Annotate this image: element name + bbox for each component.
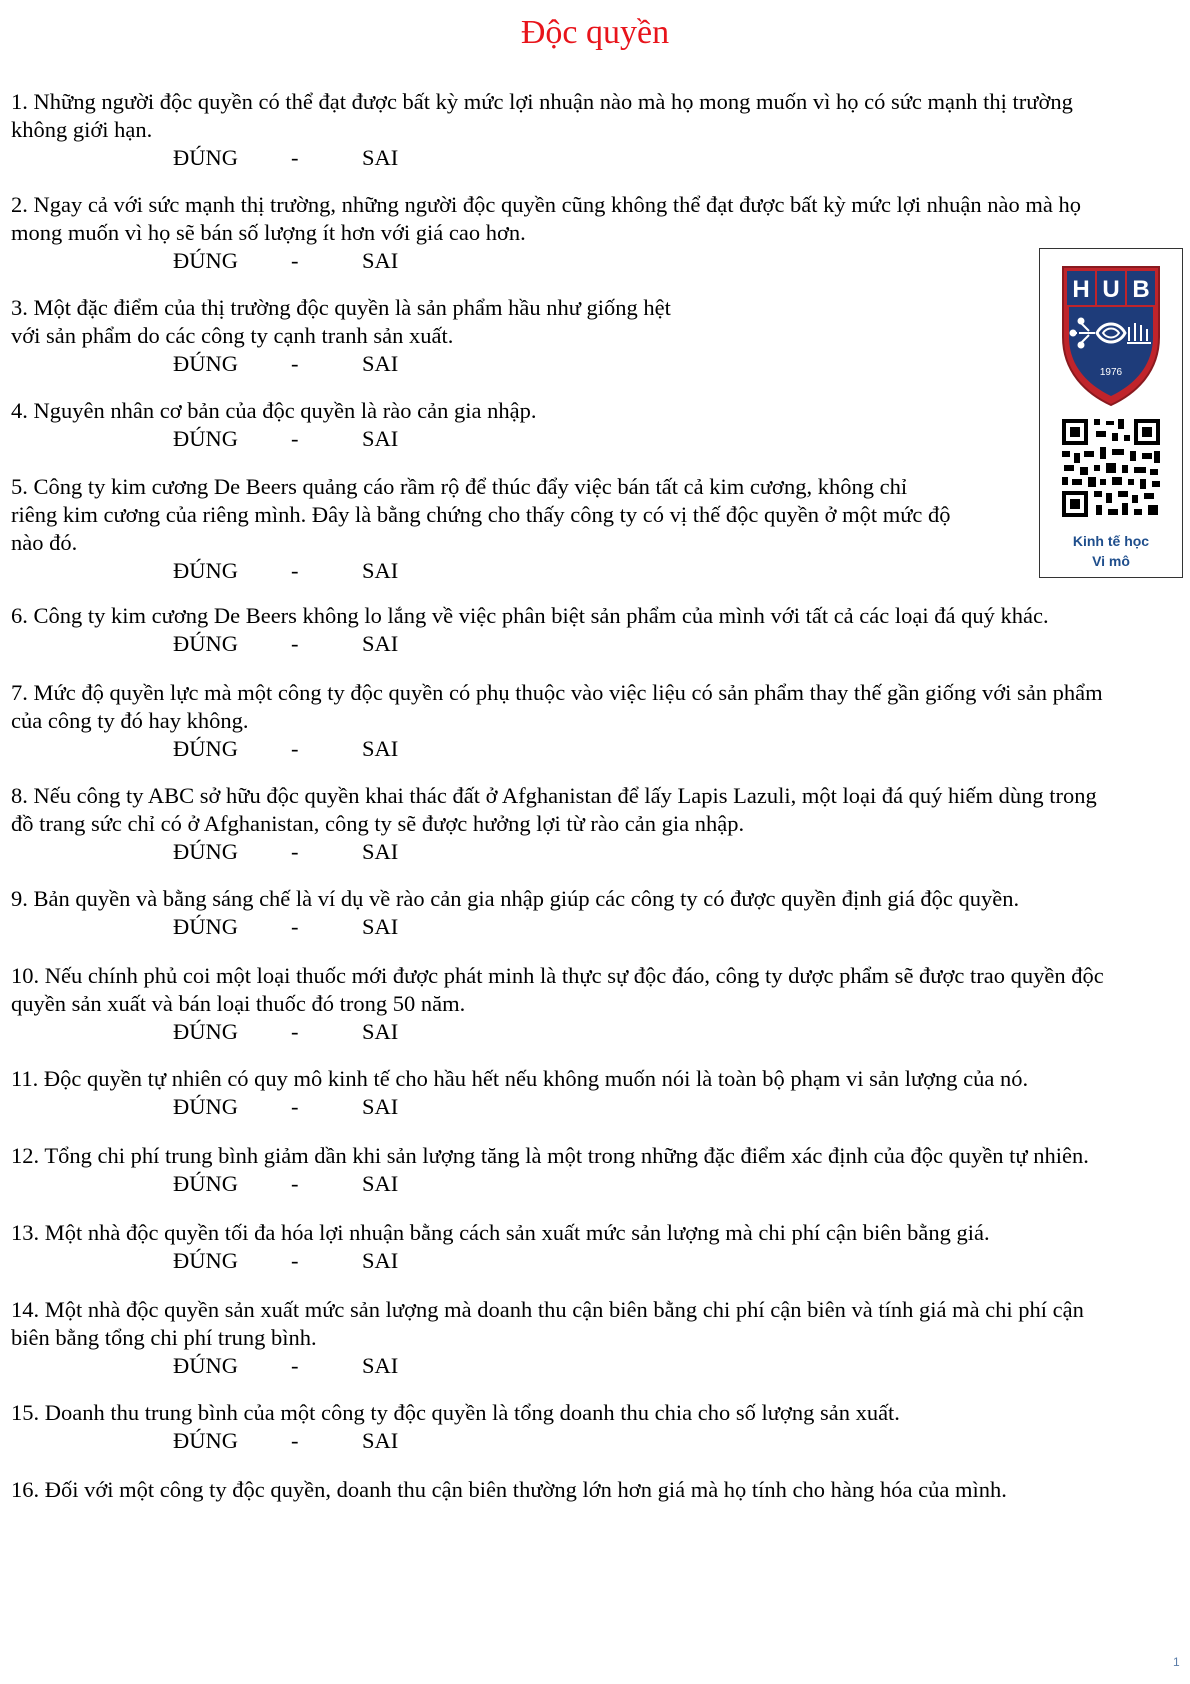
question-item xyxy=(11,782,1186,866)
question-item xyxy=(11,602,1186,658)
option-separator: - xyxy=(291,248,299,273)
option-separator: - xyxy=(291,145,299,170)
question-text: 3. Một đặc điểm của thị trường độc quyền là sản phẩm hầu như giống hệt với sản phẩm do các công ty cạnh tranh sản xuất. xyxy=(11,295,671,348)
true-option[interactable]: ĐÚNG xyxy=(173,248,238,273)
question-text: 4. Nguyên nhân cơ bản của độc quyền là rào cản gia nhập. xyxy=(11,398,537,423)
true-option[interactable]: ĐÚNG xyxy=(173,145,238,170)
logo-caption xyxy=(1040,531,1182,571)
hub-shield-logo xyxy=(1059,263,1163,408)
question-text: 12. Tổng chi phí trung bình giảm dần khi sản lượng tăng là một trong những đặc điểm xác định của độc quyền tự nhiên. xyxy=(11,1143,1089,1168)
hub-logo-panel xyxy=(1039,248,1183,578)
option-separator: - xyxy=(291,736,299,761)
false-option[interactable]: SAI xyxy=(362,1171,399,1196)
answer-options xyxy=(11,247,1186,275)
question-item xyxy=(11,1219,1186,1275)
false-option[interactable]: SAI xyxy=(362,1248,399,1273)
true-option[interactable]: ĐÚNG xyxy=(173,1094,238,1119)
false-option[interactable]: SAI xyxy=(362,1428,399,1453)
false-option[interactable]: SAI xyxy=(362,1353,399,1378)
question-text: 13. Một nhà độc quyền tối đa hóa lợi nhuận bằng cách sản xuất mức sản lượng mà chi phí cận biên bằng giá. xyxy=(11,1220,990,1245)
option-separator: - xyxy=(291,1171,299,1196)
question-item xyxy=(11,1399,1186,1455)
option-separator: - xyxy=(291,1019,299,1044)
option-separator: - xyxy=(291,914,299,939)
question-item xyxy=(11,88,1186,172)
answer-options xyxy=(11,425,1186,453)
option-separator: - xyxy=(291,631,299,656)
answer-options xyxy=(11,1427,1186,1455)
question-text: 8. Nếu công ty ABC sở hữu độc quyền khai thác đất ở Afghanistan để lấy Lapis Lazuli, một loại đá quý hiếm dùng trong đồ trang sức chỉ có ở Afghanistan, công ty sẽ được hưởng lợi từ rào cản gia nhập. xyxy=(11,783,1097,836)
question-item xyxy=(11,1065,1186,1121)
false-option[interactable]: SAI xyxy=(362,839,399,864)
false-option[interactable]: SAI xyxy=(362,145,399,170)
question-text: 15. Doanh thu trung bình của một công ty độc quyền là tổng doanh thu chia cho số lượng sản xuất. xyxy=(11,1400,900,1425)
question-item xyxy=(11,679,1186,763)
answer-options xyxy=(11,1170,1186,1198)
logo-letter-h: H xyxy=(1072,276,1090,303)
option-separator: - xyxy=(291,1094,299,1119)
true-option[interactable]: ĐÚNG xyxy=(173,1353,238,1378)
true-option[interactable]: ĐÚNG xyxy=(173,558,238,583)
false-option[interactable]: SAI xyxy=(362,1094,399,1119)
true-option[interactable]: ĐÚNG xyxy=(173,736,238,761)
question-item xyxy=(11,962,1186,1046)
option-separator: - xyxy=(291,839,299,864)
logo-caption-line2: Vi mô xyxy=(1092,553,1130,569)
question-item xyxy=(11,397,1186,453)
answer-options xyxy=(11,1093,1186,1121)
page-number: 1 xyxy=(1173,1655,1180,1669)
answer-options xyxy=(11,1352,1186,1380)
option-separator: - xyxy=(291,1248,299,1273)
question-text: 11. Độc quyền tự nhiên có quy mô kinh tế cho hầu hết nếu không muốn nói là toàn bộ phạm vi sản lượng của nó. xyxy=(11,1066,1029,1091)
true-option[interactable]: ĐÚNG xyxy=(173,426,238,451)
logo-caption-line1: Kinh tế học xyxy=(1072,533,1150,549)
logo-letter-u: U xyxy=(1102,276,1120,303)
question-item xyxy=(11,1296,1186,1380)
false-option[interactable]: SAI xyxy=(362,248,399,273)
false-option[interactable]: SAI xyxy=(362,914,399,939)
false-option[interactable]: SAI xyxy=(362,631,399,656)
question-item xyxy=(11,191,1186,275)
option-separator: - xyxy=(291,1428,299,1453)
question-text: 6. Công ty kim cương De Beers không lo lắng về việc phân biệt sản phẩm của mình với tất cả các loại đá quý khác. xyxy=(11,603,1049,628)
true-option[interactable]: ĐÚNG xyxy=(173,1019,238,1044)
answer-options xyxy=(11,913,1186,941)
option-separator: - xyxy=(291,1353,299,1378)
answer-options xyxy=(11,630,1186,658)
option-separator: - xyxy=(291,558,299,583)
true-option[interactable]: ĐÚNG xyxy=(173,351,238,376)
question-text: 16. Đối với một công ty độc quyền, doanh thu cận biên thường lớn hơn giá mà họ tính cho hàng hóa của mình. xyxy=(11,1477,1007,1502)
true-option[interactable]: ĐÚNG xyxy=(173,839,238,864)
answer-options xyxy=(11,557,1186,585)
false-option[interactable]: SAI xyxy=(362,351,399,376)
true-option[interactable]: ĐÚNG xyxy=(173,631,238,656)
answer-options xyxy=(11,1247,1186,1275)
question-item xyxy=(11,1142,1186,1198)
answer-options xyxy=(11,350,1186,378)
true-option[interactable]: ĐÚNG xyxy=(173,1428,238,1453)
question-text: 5. Công ty kim cương De Beers quảng cáo rầm rộ để thúc đẩy việc bán tất cả kim cương, không chỉ riêng kim cương của riêng mình. Đây là bằng chứng cho thấy công ty có vị thế độc quyền ở một mức độ nào đó. xyxy=(11,474,951,555)
question-text: 1. Những người độc quyền có thể đạt được bất kỳ mức lợi nhuận nào mà họ mong muốn vì họ có sức mạnh thị trường không giới hạn. xyxy=(11,89,1073,142)
option-separator: - xyxy=(291,351,299,376)
question-text: 7. Mức độ quyền lực mà một công ty độc quyền có phụ thuộc vào việc liệu có sản phẩm thay thế gần giống với sản phẩm của công ty đó hay không. xyxy=(11,680,1103,733)
false-option[interactable]: SAI xyxy=(362,1019,399,1044)
question-item xyxy=(11,1476,1186,1504)
answer-options xyxy=(11,144,1186,172)
false-option[interactable]: SAI xyxy=(362,426,399,451)
question-text: 10. Nếu chính phủ coi một loại thuốc mới được phát minh là thực sự độc đáo, công ty dược phẩm sẽ được trao quyền độc quyền sản xuất và bán loại thuốc đó trong 50 năm. xyxy=(11,963,1104,1016)
logo-letter-b: B xyxy=(1132,276,1150,303)
answer-options xyxy=(11,735,1186,763)
qr-code-icon xyxy=(1060,417,1162,519)
logo-year: 1976 xyxy=(1099,367,1123,378)
question-item xyxy=(11,473,1186,585)
true-option[interactable]: ĐÚNG xyxy=(173,914,238,939)
question-text: 2. Ngay cả với sức mạnh thị trường, những người độc quyền cũng không thể đạt được bất kỳ mức lợi nhuận nào mà họ mong muốn vì họ sẽ bán số lượng ít hơn với giá cao hơn. xyxy=(11,192,1081,245)
option-separator: - xyxy=(291,426,299,451)
question-item xyxy=(11,885,1186,941)
true-option[interactable]: ĐÚNG xyxy=(173,1171,238,1196)
answer-options xyxy=(11,838,1186,866)
answer-options xyxy=(11,1018,1186,1046)
false-option[interactable]: SAI xyxy=(362,736,399,761)
true-option[interactable]: ĐÚNG xyxy=(173,1248,238,1273)
question-item xyxy=(11,294,1186,378)
question-text: 9. Bản quyền và bằng sáng chế là ví dụ về rào cản gia nhập giúp các công ty có được quyền định giá độc quyền. xyxy=(11,886,1020,911)
false-option[interactable]: SAI xyxy=(362,558,399,583)
page-title: Độc quyền xyxy=(520,14,670,51)
question-text: 14. Một nhà độc quyền sản xuất mức sản lượng mà doanh thu cận biên bằng chi phí cận biên và tính giá mà chi phí cận biên bằng tổng chi phí trung bình. xyxy=(11,1297,1084,1350)
